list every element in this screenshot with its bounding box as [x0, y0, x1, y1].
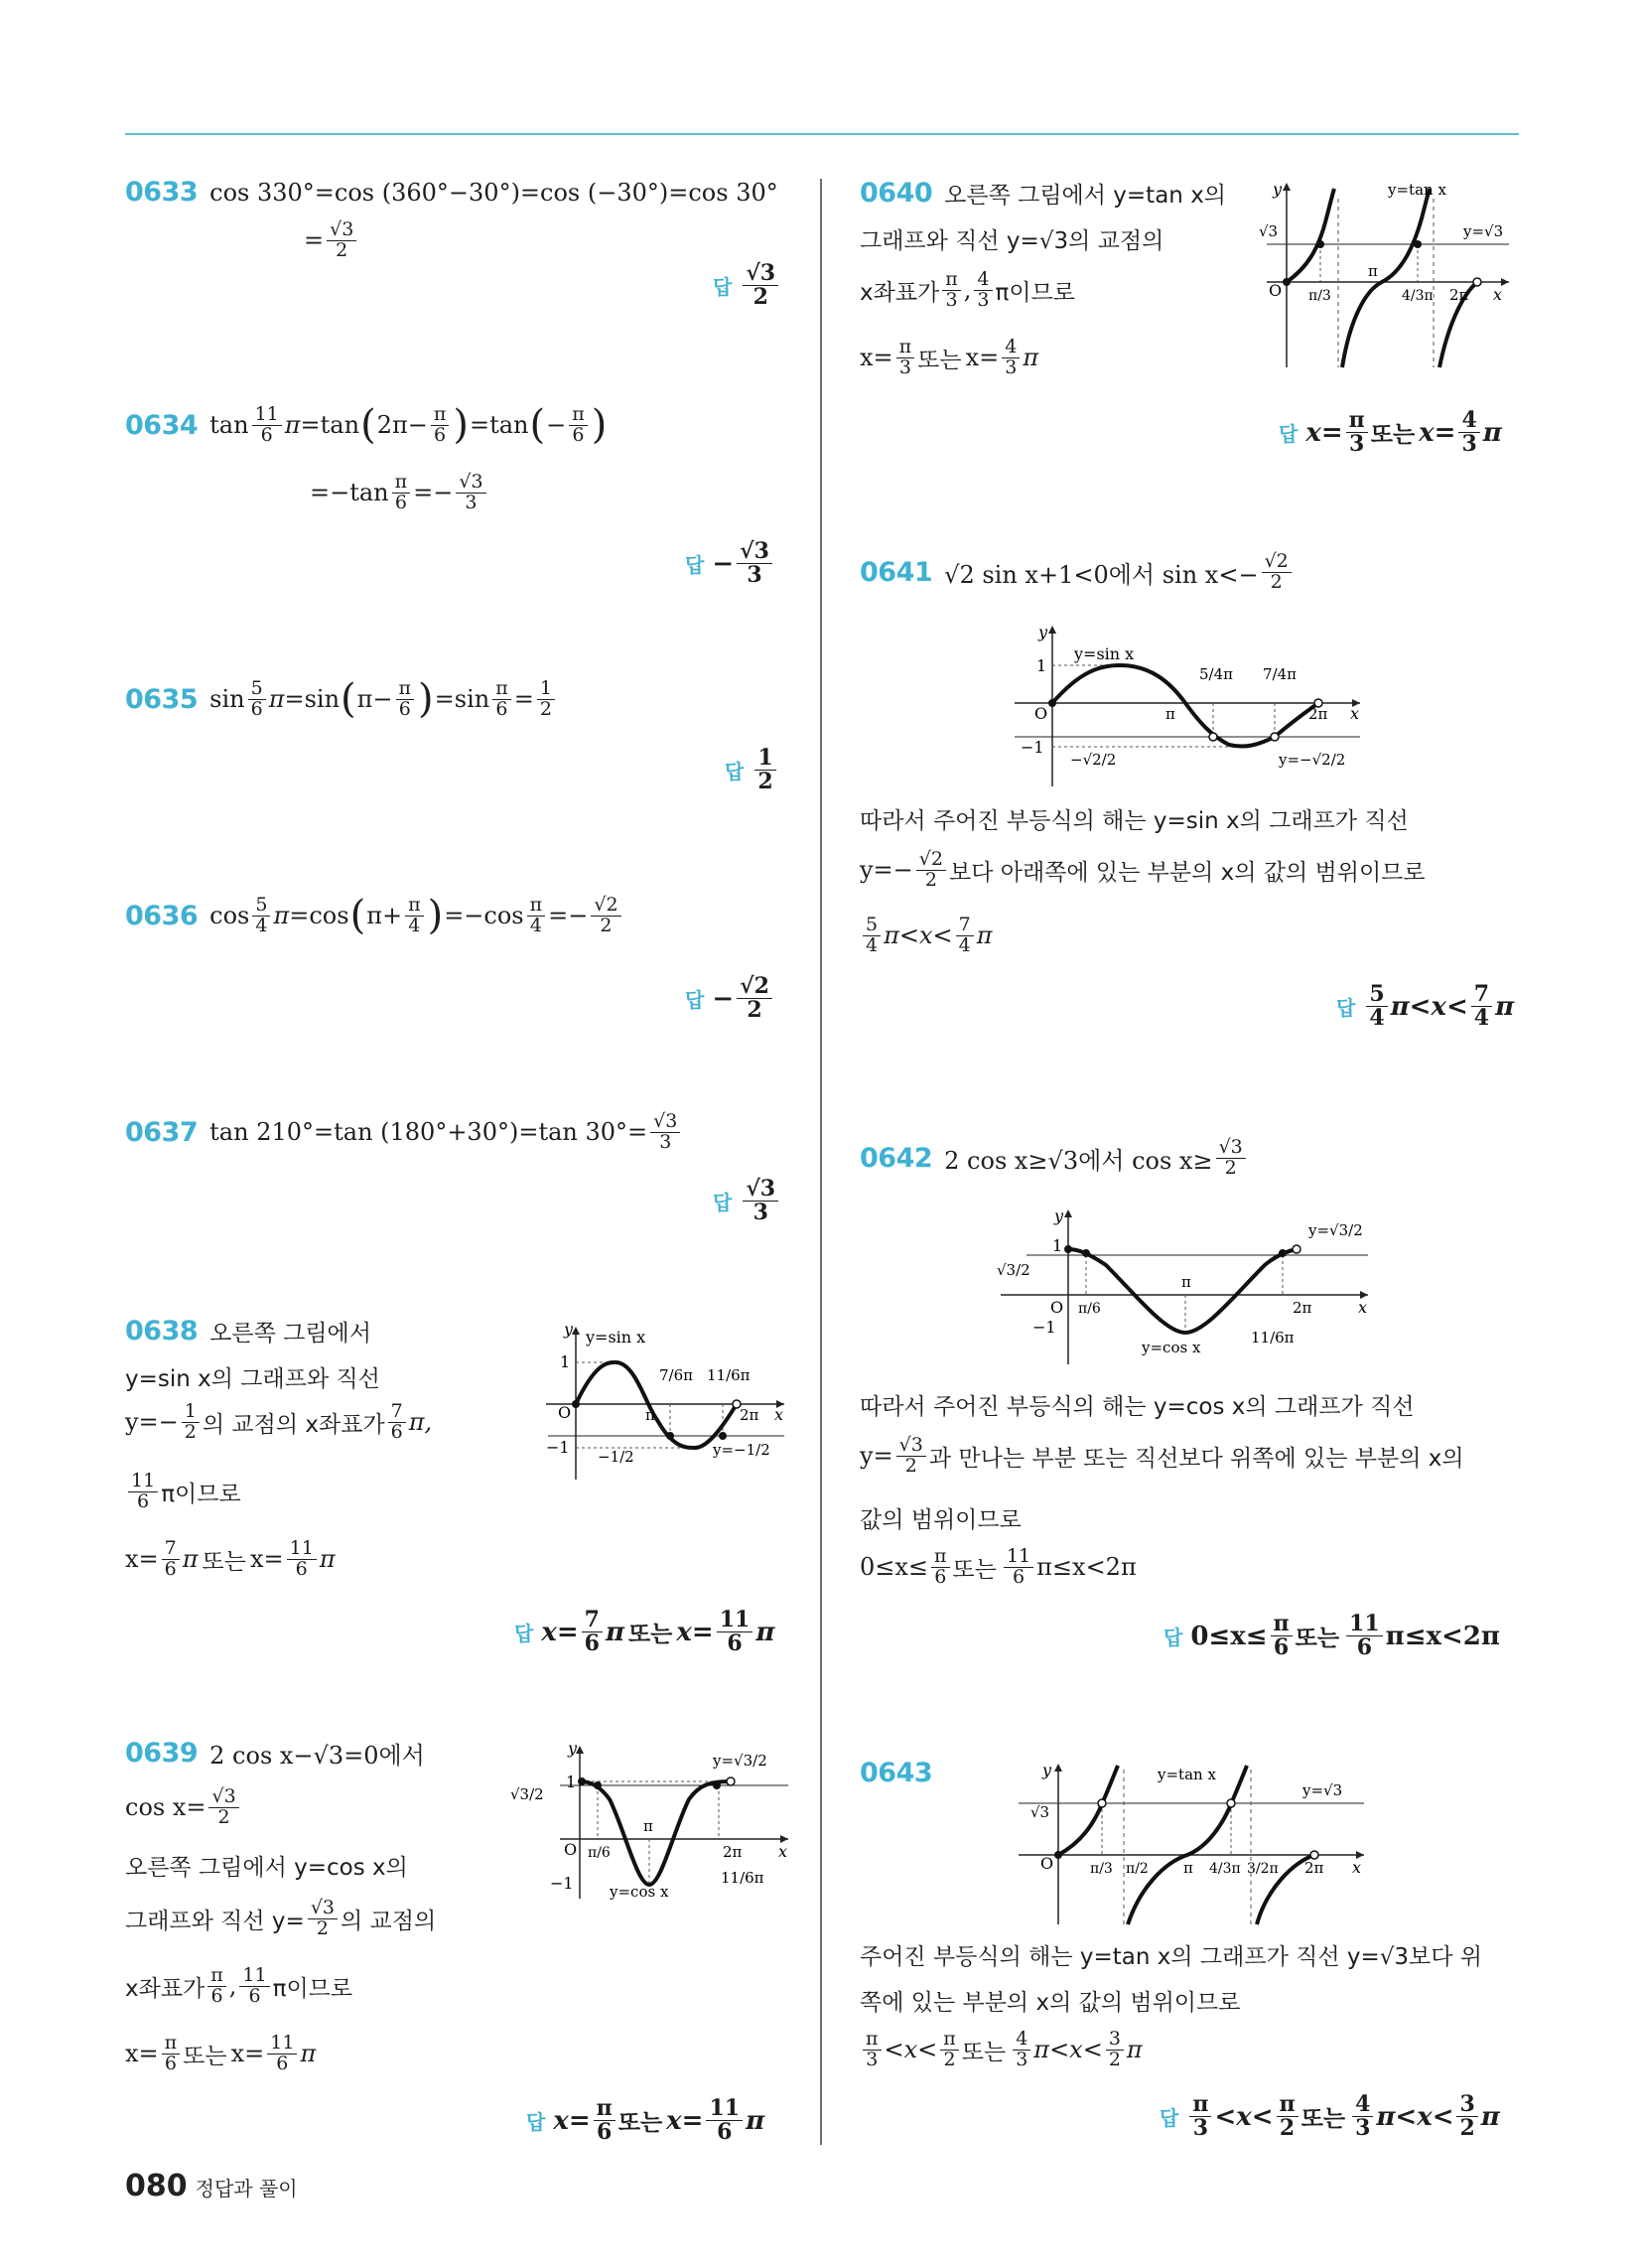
svg-text:π: π	[1368, 262, 1378, 280]
problem-number: 0640	[860, 178, 933, 209]
svg-text:O: O	[558, 1403, 572, 1422]
problem-0643-line4: π 3 <x< π 2 또는 4 3 π<x< 3 2 π	[860, 2030, 1143, 2070]
problem-number: 0643	[860, 1758, 933, 1788]
svg-text:−1: −1	[546, 1438, 570, 1457]
svg-text:π/3: π/3	[1308, 288, 1331, 304]
svg-text:y: y	[1042, 1761, 1052, 1779]
fraction: $\frac{√3}{2}$	[327, 220, 356, 261]
problem-0638-line4: 11 6 π이므로	[125, 1472, 241, 1512]
svg-text:x: x	[1493, 285, 1503, 304]
graph-0642-cosine	[997, 1205, 1378, 1366]
svg-text:y=√3/2: y=√3/2	[713, 1752, 767, 1770]
svg-text:√3/2: √3/2	[510, 1785, 544, 1803]
svg-text:y=√3: y=√3	[1302, 1781, 1343, 1799]
svg-text:−1: −1	[550, 1874, 574, 1893]
problem-0639-line4: 그래프와 직선 y= $\frac{√3}{2}$ 의 교점의	[125, 1897, 437, 1939]
cosine-curve	[580, 1781, 731, 1885]
graph-0643-tangent	[1015, 1760, 1372, 1928]
answer-0640: 답 x= $\frac{\pi}{3}$ 또는 x= $\frac{4}{3}$ π	[1279, 407, 1502, 458]
problem-0643-line3: 쪽에 있는 부분의 x의 값의 범위이므로	[860, 1990, 1241, 2016]
problem-0641-line4: 5 4 π<x< 7 4 π	[860, 916, 993, 956]
svg-text:y: y	[1054, 1206, 1064, 1225]
svg-text:O: O	[1269, 281, 1283, 300]
svg-text:O: O	[1040, 1854, 1054, 1873]
graph-0640-tangent	[1259, 179, 1519, 372]
svg-text:y: y	[564, 1321, 574, 1339]
problem-0633-line1	[125, 177, 778, 208]
problem-number: 0635	[125, 683, 199, 715]
svg-text:2π: 2π	[1308, 705, 1328, 723]
problem-number: 0638	[125, 1316, 199, 1347]
problem-0640-line1: 0640 오른쪽 그림에서 y=tan x의	[860, 178, 1227, 209]
svg-text:−1: −1	[1021, 738, 1044, 757]
graph-0639-cosine	[510, 1740, 798, 1904]
problem-0642-line3: y= $\frac{√3}{2}$ 과 만나는 부분 또는 직선보다 위쪽에 있는 부분의 x의	[860, 1434, 1464, 1477]
problem-0639-line2: cos x= $\frac{√3}{2}$	[125, 1787, 242, 1828]
svg-text:1: 1	[1052, 1236, 1063, 1255]
problem-0638-line5: x= $\frac{7}{6}$ π 또는 x= $\frac{11}{6}$ π	[125, 1537, 336, 1580]
svg-text:−1: −1	[1032, 1318, 1056, 1337]
svg-text:π: π	[1183, 1859, 1193, 1877]
svg-text:π/2: π/2	[1126, 1861, 1149, 1877]
problem-0638-line3: y=− $\frac{1}{2}$ 의 교점의 x좌표가 7 6 π,	[125, 1400, 433, 1443]
page-number: 080	[125, 2169, 188, 2203]
problem-0638-line2: y=sin x의 그래프와 직선	[125, 1366, 380, 1392]
svg-text:1: 1	[560, 1352, 571, 1371]
svg-text:2π: 2π	[1304, 1859, 1324, 1877]
problem-0642-line1: 0642 2 cos x≥√3에서 cos x≥ $\frac{√3}{2}$	[860, 1138, 1249, 1179]
svg-text:1: 1	[1036, 656, 1047, 675]
svg-text:y=sin x: y=sin x	[1074, 644, 1135, 663]
svg-text:−1/2: −1/2	[598, 1448, 634, 1466]
svg-text:4/3π: 4/3π	[1209, 1861, 1241, 1877]
problem-0640-line3: x좌표가 π 3 , 4 3 π이므로	[860, 268, 1076, 311]
answer-0641: 답 5 4 π<x< 7 4 π	[1336, 981, 1515, 1032]
top-rule	[125, 133, 1519, 135]
svg-text:11/6π: 11/6π	[707, 1366, 751, 1384]
answer-0634: 답 − $\frac{√3}{3}$	[685, 540, 775, 587]
problem-0634-line1: 0634 tan 11 6 π =tan ( 2π− $\frac{\pi}{6}$ ) =tan ( − $\frac{\pi}{6}$ )	[125, 402, 608, 449]
svg-text:π/3: π/3	[1090, 1861, 1113, 1877]
answer-0643: 답 π 3 <x< π 2 또는 4 3 π<x< 3 2 π	[1160, 2091, 1500, 2142]
cosine-curve	[1068, 1249, 1297, 1333]
graph-0638-sine	[536, 1321, 794, 1485]
svg-text:y: y	[568, 1740, 578, 1758]
graph-0641-sine	[1011, 622, 1370, 790]
answer-0638: 답 x= $\frac{7}{6}$ π 또는 x= $\frac{11}{6}$ π	[514, 1607, 775, 1657]
problem-0642-line4: 값의 범위이므로	[860, 1507, 1022, 1533]
problem-0640-line2: 그래프와 직선 y=√3의 교점의	[860, 228, 1164, 254]
svg-text:11/6π: 11/6π	[721, 1869, 764, 1887]
svg-text:−√2/2: −√2/2	[1070, 751, 1117, 769]
problem-number: 0639	[125, 1738, 199, 1769]
problem-number: 0636	[125, 900, 199, 931]
answer-0636: 답 − $\frac{√2}{2}$	[685, 975, 775, 1022]
problem-number: 0634	[125, 409, 199, 441]
problem-0640-line4: x= $\frac{\pi}{3}$ 또는 x= $\frac{4}{3}$ π	[860, 336, 1039, 378]
svg-text:7/4π: 7/4π	[1263, 665, 1297, 683]
svg-text:π: π	[1165, 705, 1175, 723]
svg-text:π/6: π/6	[1078, 1301, 1101, 1317]
problem-0641-line2: 따라서 주어진 부등식의 해는 y=sin x의 그래프가 직선	[860, 808, 1409, 834]
problem-number: 0637	[125, 1116, 199, 1148]
page-label: 정답과 풀이	[195, 2177, 298, 2200]
svg-text:y=cos x: y=cos x	[1142, 1339, 1201, 1356]
svg-text:x: x	[1358, 1298, 1368, 1317]
page-footer	[125, 2169, 298, 2203]
svg-text:O: O	[1034, 704, 1048, 723]
svg-text:x: x	[778, 1842, 788, 1861]
equation: cos 330°=cos (360°−30°)=cos (−30°)=cos 30°	[209, 178, 778, 207]
svg-text:√3/2: √3/2	[997, 1261, 1030, 1279]
svg-text:y=sin x: y=sin x	[586, 1328, 646, 1347]
answer-0642: 답 0≤x≤ $\frac{\pi}{6}$ 또는 11 6 π≤x<2π	[1163, 1611, 1500, 1661]
svg-text:11/6π: 11/6π	[1251, 1329, 1295, 1347]
svg-text:y: y	[1038, 623, 1048, 641]
svg-text:x: x	[774, 1405, 784, 1424]
svg-text:2π: 2π	[1293, 1299, 1312, 1317]
problem-0638-line1: 0638 오른쪽 그림에서	[125, 1316, 371, 1347]
answer-0637: 답 √3 3	[713, 1178, 781, 1224]
svg-text:π: π	[645, 1406, 655, 1424]
svg-text:7/6π: 7/6π	[659, 1366, 693, 1384]
problem-0642-line5: 0≤x≤ $\frac{\pi}{6}$ 또는 11 6 π≤x<2π	[860, 1545, 1137, 1588]
svg-text:y=−√2/2: y=−√2/2	[1279, 751, 1346, 769]
svg-text:y=tan x: y=tan x	[1388, 181, 1446, 199]
problem-0634-line2: =−tan $\frac{\pi}{6}$ =− $\frac{√3}{3}$	[310, 473, 489, 513]
problem-number: 0641	[860, 556, 933, 588]
svg-text:√3: √3	[1030, 1803, 1050, 1821]
svg-text:5/4π: 5/4π	[1199, 665, 1233, 683]
problem-0637-line1: 0637 tan 210°=tan (180°+30°)=tan 30°= $\frac{√3}{3}$	[125, 1112, 683, 1153]
svg-text:√3: √3	[1259, 222, 1279, 240]
problem-number: 0642	[860, 1142, 933, 1174]
svg-text:4/3π: 4/3π	[1402, 288, 1434, 304]
problem-0639-line3: 오른쪽 그림에서 y=cos x의	[125, 1855, 408, 1881]
svg-text:x: x	[1350, 704, 1360, 723]
svg-text:π/6: π/6	[588, 1845, 611, 1861]
answer-fraction: √3 2	[743, 262, 778, 309]
svg-text:2π: 2π	[1449, 286, 1469, 304]
svg-text:y=√3/2: y=√3/2	[1308, 1221, 1363, 1239]
column-divider	[820, 179, 822, 2145]
svg-text:y=cos x: y=cos x	[610, 1883, 669, 1901]
answer-0639: 답 x= $\frac{\pi}{6}$ 또는 x= $\frac{11}{6}$ π	[526, 2095, 765, 2146]
problem-0641-line3: y=− $\frac{√2}{2}$ 보다 아래쪽에 있는 부분의 x의 값의 범위이므로	[860, 848, 1426, 891]
answer-0633: 답 √3 2	[713, 262, 781, 309]
svg-text:x: x	[1352, 1858, 1362, 1877]
problem-0642-line2: 따라서 주어진 부등식의 해는 y=cos x의 그래프가 직선	[860, 1394, 1415, 1420]
problem-0641-line1: 0641 √2 sin x+1<0에서 sin x<− $\frac{√2}{2}$	[860, 552, 1295, 593]
svg-text:2π: 2π	[723, 1843, 743, 1861]
svg-text:1: 1	[566, 1772, 577, 1791]
svg-text:y: y	[1273, 180, 1283, 199]
problem-0635-line1: 0635 sin 5 6 π =sin ( π− $\frac{\pi}{6}$ ) =sin $\frac{\pi}{6}$ = $\frac{1}{2}$	[125, 679, 558, 720]
answer-0635: 답 1 2	[725, 747, 779, 793]
problem-0633-line2: = $\frac{√3}{2}$	[304, 220, 359, 261]
problem-0639-line5: x좌표가 π 6 , 11 6 π이므로	[125, 1964, 353, 2007]
problem-0639-line1: 0639 2 cos x−√3=0에서	[125, 1738, 425, 1770]
svg-text:π: π	[1181, 1273, 1191, 1291]
problem-0643-line1	[860, 1758, 944, 1788]
svg-text:y=√3: y=√3	[1463, 222, 1504, 240]
svg-text:3/2π: 3/2π	[1247, 1861, 1279, 1877]
svg-text:2π: 2π	[740, 1406, 759, 1424]
problem-0639-line6: x= $\frac{\pi}{6}$ 또는 x= $\frac{11}{6}$ π	[125, 2032, 317, 2074]
svg-text:O: O	[564, 1840, 578, 1859]
svg-text:O: O	[1050, 1298, 1064, 1317]
problem-0643-line2: 주어진 부등식의 해는 y=tan x의 그래프가 직선 y=√3보다 위	[860, 1944, 1482, 1970]
svg-text:y=−1/2: y=−1/2	[713, 1441, 770, 1459]
problem-number: 0633	[125, 177, 199, 208]
svg-text:y=tan x: y=tan x	[1158, 1766, 1216, 1783]
problem-0636-line1: 0636 cos 5 4 π =cos ( π+ $\frac{\pi}{4}$ ) =−cos $\frac{\pi}{4}$ =− $\frac{√2}{2}$	[125, 896, 624, 936]
svg-text:π: π	[643, 1817, 653, 1835]
